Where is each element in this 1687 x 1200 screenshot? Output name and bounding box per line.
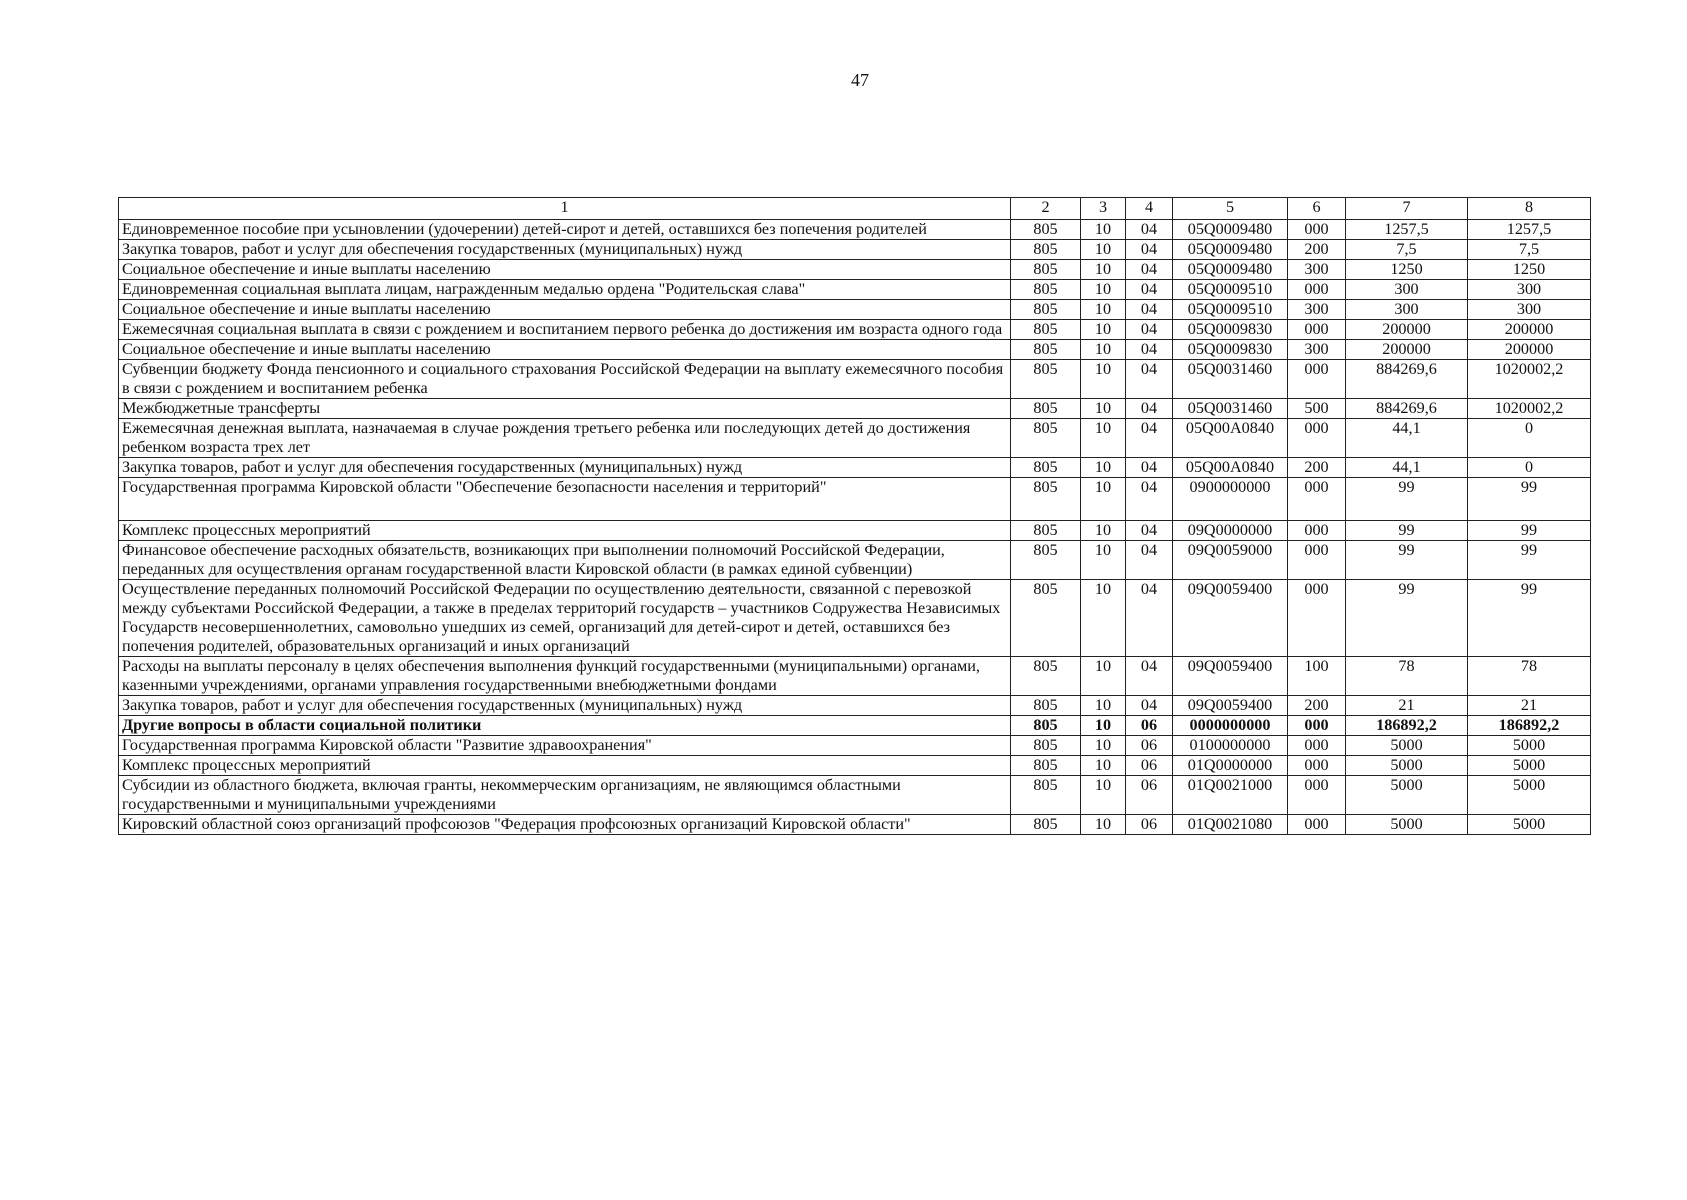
row-department-code: 805 (1011, 240, 1081, 260)
row-department-code: 805 (1011, 776, 1081, 815)
row-amount-year-2: 200000 (1468, 320, 1591, 340)
row-name: Осуществление переданных полномочий Российской Федерации по осуществлению деятельности, связанной с перевозкой между субъектами Российской Федерации, а также в пределах территорий государств – участников Содружества Независимых Государств несовершеннолетних, самовольно ушедших из семей, организаций для детей-сирот и детей, оставшихся без попечения родителей, образовательных организаций и иных организаций (119, 580, 1011, 657)
row-expense-type: 000 (1288, 521, 1346, 541)
row-section: 10 (1081, 300, 1126, 320)
row-subsection: 06 (1126, 716, 1173, 736)
header-col-6: 6 (1288, 198, 1346, 220)
row-expense-type: 000 (1288, 815, 1346, 835)
row-name: Субвенции бюджету Фонда пенсионного и социального страхования Российской Федерации на выплату ежемесячного пособия в связи с рождением и воспитанием ребенка (119, 360, 1011, 399)
row-section: 10 (1081, 260, 1126, 280)
row-amount-year-1: 884269,6 (1346, 360, 1468, 399)
budget-table (118, 197, 1591, 835)
table-row (119, 657, 1591, 696)
row-subsection: 06 (1126, 756, 1173, 776)
table-row (119, 716, 1591, 736)
row-name: Другие вопросы в области социальной политики (119, 716, 1011, 736)
table-row (119, 815, 1591, 835)
row-amount-year-2: 1257,5 (1468, 220, 1591, 240)
row-name: Межбюджетные трансферты (119, 399, 1011, 419)
row-name: Государственная программа Кировской области "Обеспечение безопасности населения и территорий" (119, 478, 1011, 521)
row-department-code: 805 (1011, 340, 1081, 360)
row-department-code: 805 (1011, 736, 1081, 756)
row-name: Расходы на выплаты персоналу в целях обеспечения выполнения функций государственными (муниципальными) органами, казенными учреждениями, органами управления государственными внебюджетными фондами (119, 657, 1011, 696)
row-subsection: 04 (1126, 220, 1173, 240)
row-amount-year-2: 5000 (1468, 776, 1591, 815)
table-row (119, 220, 1591, 240)
row-amount-year-2: 1020002,2 (1468, 399, 1591, 419)
row-subsection: 04 (1126, 300, 1173, 320)
row-subsection: 04 (1126, 478, 1173, 521)
header-col-4: 4 (1126, 198, 1173, 220)
row-section: 10 (1081, 716, 1126, 736)
row-department-code: 805 (1011, 521, 1081, 541)
row-subsection: 04 (1126, 360, 1173, 399)
row-department-code: 805 (1011, 478, 1081, 521)
row-section: 10 (1081, 419, 1126, 458)
row-amount-year-1: 44,1 (1346, 419, 1468, 458)
row-subsection: 04 (1126, 260, 1173, 280)
table-row (119, 300, 1591, 320)
row-expense-type: 000 (1288, 478, 1346, 521)
row-expense-type: 200 (1288, 696, 1346, 716)
row-name: Комплекс процессных мероприятий (119, 521, 1011, 541)
row-amount-year-1: 200000 (1346, 320, 1468, 340)
row-amount-year-1: 300 (1346, 300, 1468, 320)
row-department-code: 805 (1011, 580, 1081, 657)
row-subsection: 04 (1126, 521, 1173, 541)
row-subsection: 04 (1126, 280, 1173, 300)
row-amount-year-1: 44,1 (1346, 458, 1468, 478)
table-row (119, 756, 1591, 776)
row-expense-type: 200 (1288, 458, 1346, 478)
row-section: 10 (1081, 320, 1126, 340)
row-name: Комплекс процессных мероприятий (119, 756, 1011, 776)
row-target-article: 05Q0031460 (1173, 360, 1288, 399)
row-subsection: 06 (1126, 776, 1173, 815)
row-amount-year-2: 99 (1468, 541, 1591, 580)
row-subsection: 04 (1126, 240, 1173, 260)
row-amount-year-1: 99 (1346, 478, 1468, 521)
row-name: Финансовое обеспечение расходных обязательств, возникающих при выполнении полномочий Российской Федерации, переданных для осуществления органам государственной власти Кировской области (в рамках единой субвенции) (119, 541, 1011, 580)
row-amount-year-2: 186892,2 (1468, 716, 1591, 736)
row-target-article: 0900000000 (1173, 478, 1288, 521)
row-section: 10 (1081, 541, 1126, 580)
table-row (119, 736, 1591, 756)
table-row (119, 419, 1591, 458)
row-target-article: 05Q00A0840 (1173, 458, 1288, 478)
row-amount-year-2: 99 (1468, 521, 1591, 541)
row-subsection: 06 (1126, 815, 1173, 835)
row-name: Кировский областной союз организаций профсоюзов "Федерация профсоюзных организаций Кировской области" (119, 815, 1011, 835)
header-col-8: 8 (1468, 198, 1591, 220)
row-department-code: 805 (1011, 260, 1081, 280)
row-name: Государственная программа Кировской области "Развитие здравоохранения" (119, 736, 1011, 756)
row-expense-type: 500 (1288, 399, 1346, 419)
row-amount-year-2: 0 (1468, 419, 1591, 458)
row-name: Закупка товаров, работ и услуг для обеспечения государственных (муниципальных) нужд (119, 696, 1011, 716)
row-target-article: 05Q0009830 (1173, 320, 1288, 340)
row-subsection: 04 (1126, 340, 1173, 360)
row-amount-year-2: 7,5 (1468, 240, 1591, 260)
row-subsection: 04 (1126, 696, 1173, 716)
row-expense-type: 000 (1288, 716, 1346, 736)
row-target-article: 01Q0021000 (1173, 776, 1288, 815)
row-department-code: 805 (1011, 320, 1081, 340)
row-amount-year-2: 99 (1468, 478, 1591, 521)
row-expense-type: 000 (1288, 541, 1346, 580)
row-name: Социальное обеспечение и иные выплаты населению (119, 260, 1011, 280)
row-amount-year-2: 5000 (1468, 756, 1591, 776)
row-amount-year-1: 99 (1346, 521, 1468, 541)
row-subsection: 04 (1126, 541, 1173, 580)
row-amount-year-2: 5000 (1468, 815, 1591, 835)
row-section: 10 (1081, 756, 1126, 776)
header-col-2: 2 (1011, 198, 1081, 220)
row-section: 10 (1081, 240, 1126, 260)
row-amount-year-1: 1250 (1346, 260, 1468, 280)
row-expense-type: 000 (1288, 320, 1346, 340)
row-section: 10 (1081, 776, 1126, 815)
row-target-article: 01Q0000000 (1173, 756, 1288, 776)
row-expense-type: 000 (1288, 776, 1346, 815)
row-department-code: 805 (1011, 541, 1081, 580)
row-department-code: 805 (1011, 360, 1081, 399)
row-section: 10 (1081, 458, 1126, 478)
row-department-code: 805 (1011, 280, 1081, 300)
row-department-code: 805 (1011, 696, 1081, 716)
row-expense-type: 300 (1288, 260, 1346, 280)
table-row (119, 458, 1591, 478)
row-name: Единовременная социальная выплата лицам, награжденным медалью ордена "Родительская слава" (119, 280, 1011, 300)
row-section: 10 (1081, 736, 1126, 756)
row-expense-type: 000 (1288, 220, 1346, 240)
row-target-article: 05Q0009830 (1173, 340, 1288, 360)
row-amount-year-1: 200000 (1346, 340, 1468, 360)
row-amount-year-1: 884269,6 (1346, 399, 1468, 419)
row-department-code: 805 (1011, 657, 1081, 696)
row-target-article: 09Q0000000 (1173, 521, 1288, 541)
header-col-3: 3 (1081, 198, 1126, 220)
row-subsection: 04 (1126, 580, 1173, 657)
row-amount-year-2: 300 (1468, 280, 1591, 300)
row-section: 10 (1081, 580, 1126, 657)
row-amount-year-1: 5000 (1346, 736, 1468, 756)
row-name: Социальное обеспечение и иные выплаты населению (119, 340, 1011, 360)
row-amount-year-1: 186892,2 (1346, 716, 1468, 736)
row-expense-type: 200 (1288, 240, 1346, 260)
row-section: 10 (1081, 220, 1126, 240)
row-name: Единовременное пособие при усыновлении (удочерении) детей-сирот и детей, оставшихся без попечения родителей (119, 220, 1011, 240)
row-department-code: 805 (1011, 756, 1081, 776)
row-amount-year-1: 99 (1346, 541, 1468, 580)
row-expense-type: 100 (1288, 657, 1346, 696)
row-target-article: 01Q0021080 (1173, 815, 1288, 835)
table-row (119, 580, 1591, 657)
row-amount-year-2: 1020002,2 (1468, 360, 1591, 399)
table-row (119, 541, 1591, 580)
row-section: 10 (1081, 280, 1126, 300)
row-amount-year-2: 0 (1468, 458, 1591, 478)
table-row (119, 280, 1591, 300)
row-section: 10 (1081, 521, 1126, 541)
row-subsection: 04 (1126, 320, 1173, 340)
row-department-code: 805 (1011, 300, 1081, 320)
row-expense-type: 000 (1288, 736, 1346, 756)
row-department-code: 805 (1011, 458, 1081, 478)
row-name: Субсидии из областного бюджета, включая гранты, некоммерческим организациям, не являющимся областными государственными и муниципальными учреждениями (119, 776, 1011, 815)
row-subsection: 04 (1126, 399, 1173, 419)
table-row (119, 521, 1591, 541)
row-target-article: 05Q0009510 (1173, 280, 1288, 300)
table-row (119, 320, 1591, 340)
row-name: Закупка товаров, работ и услуг для обеспечения государственных (муниципальных) нужд (119, 240, 1011, 260)
row-target-article: 05Q00A0840 (1173, 419, 1288, 458)
row-expense-type: 000 (1288, 280, 1346, 300)
row-subsection: 06 (1126, 736, 1173, 756)
row-amount-year-1: 5000 (1346, 815, 1468, 835)
table-row (119, 478, 1591, 521)
row-amount-year-2: 21 (1468, 696, 1591, 716)
row-section: 10 (1081, 340, 1126, 360)
row-subsection: 04 (1126, 419, 1173, 458)
row-amount-year-1: 78 (1346, 657, 1468, 696)
row-amount-year-1: 300 (1346, 280, 1468, 300)
row-expense-type: 000 (1288, 419, 1346, 458)
row-name: Закупка товаров, работ и услуг для обеспечения государственных (муниципальных) нужд (119, 458, 1011, 478)
table-row (119, 260, 1591, 280)
row-target-article: 09Q0059400 (1173, 657, 1288, 696)
row-target-article: 0000000000 (1173, 716, 1288, 736)
header-col-5: 5 (1173, 198, 1288, 220)
row-department-code: 805 (1011, 399, 1081, 419)
row-amount-year-2: 5000 (1468, 736, 1591, 756)
row-amount-year-2: 99 (1468, 580, 1591, 657)
row-section: 10 (1081, 399, 1126, 419)
row-target-article: 05Q0009480 (1173, 220, 1288, 240)
table-row (119, 776, 1591, 815)
row-amount-year-2: 78 (1468, 657, 1591, 696)
row-target-article: 09Q0059400 (1173, 580, 1288, 657)
row-section: 10 (1081, 657, 1126, 696)
row-section: 10 (1081, 478, 1126, 521)
row-subsection: 04 (1126, 458, 1173, 478)
row-name: Ежемесячная социальная выплата в связи с рождением и воспитанием первого ребенка до достижения им возраста одного года (119, 320, 1011, 340)
row-amount-year-2: 1250 (1468, 260, 1591, 280)
header-col-7: 7 (1346, 198, 1468, 220)
row-amount-year-1: 5000 (1346, 776, 1468, 815)
row-department-code: 805 (1011, 716, 1081, 736)
row-target-article: 09Q0059400 (1173, 696, 1288, 716)
row-target-article: 05Q0031460 (1173, 399, 1288, 419)
row-expense-type: 300 (1288, 300, 1346, 320)
row-amount-year-2: 200000 (1468, 340, 1591, 360)
row-section: 10 (1081, 360, 1126, 399)
row-expense-type: 000 (1288, 360, 1346, 399)
header-row (119, 198, 1591, 220)
row-name: Ежемесячная денежная выплата, назначаемая в случае рождения третьего ребенка или последующих детей до достижения ребенком возраста трех лет (119, 419, 1011, 458)
row-amount-year-1: 7,5 (1346, 240, 1468, 260)
table-row (119, 360, 1591, 399)
row-amount-year-1: 5000 (1346, 756, 1468, 776)
row-amount-year-1: 99 (1346, 580, 1468, 657)
page-number: 47 (851, 70, 869, 90)
row-department-code: 805 (1011, 220, 1081, 240)
row-expense-type: 300 (1288, 340, 1346, 360)
row-amount-year-1: 21 (1346, 696, 1468, 716)
row-expense-type: 000 (1288, 580, 1346, 657)
row-target-article: 09Q0059000 (1173, 541, 1288, 580)
row-subsection: 04 (1126, 657, 1173, 696)
row-target-article: 05Q0009480 (1173, 240, 1288, 260)
row-name: Социальное обеспечение и иные выплаты населению (119, 300, 1011, 320)
row-target-article: 05Q0009480 (1173, 260, 1288, 280)
table-row (119, 240, 1591, 260)
row-amount-year-2: 300 (1468, 300, 1591, 320)
header-col-1: 1 (119, 198, 1011, 220)
table-row (119, 399, 1591, 419)
row-expense-type: 000 (1288, 756, 1346, 776)
row-amount-year-1: 1257,5 (1346, 220, 1468, 240)
row-target-article: 0100000000 (1173, 736, 1288, 756)
row-department-code: 805 (1011, 815, 1081, 835)
row-section: 10 (1081, 696, 1126, 716)
row-section: 10 (1081, 815, 1126, 835)
table-row (119, 340, 1591, 360)
table-row (119, 696, 1591, 716)
row-department-code: 805 (1011, 419, 1081, 458)
row-target-article: 05Q0009510 (1173, 300, 1288, 320)
